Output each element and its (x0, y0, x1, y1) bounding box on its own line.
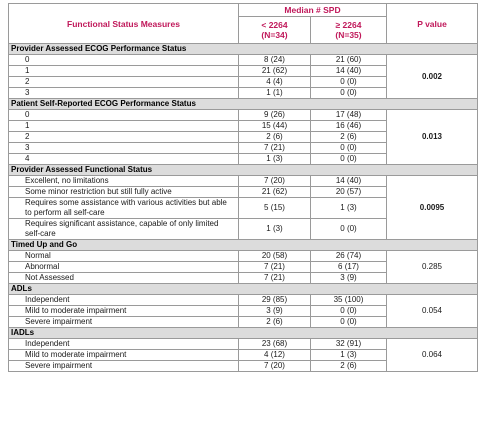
row-label: Not Assessed (9, 273, 239, 284)
low-group-value: 2 (6) (239, 317, 311, 328)
row-label: Requires some assistance with various activities but able to perform all self-care (9, 198, 239, 219)
high-group-value: 17 (48) (311, 110, 387, 121)
low-group-value: 5 (15) (239, 198, 311, 219)
section-title: Provider Assessed ECOG Performance Status (9, 44, 478, 55)
row-label: Mild to moderate impairment (9, 350, 239, 361)
high-group-value: 1 (3) (311, 198, 387, 219)
header-measures: Functional Status Measures (9, 4, 239, 44)
table-row (9, 251, 478, 262)
high-group-value: 16 (46) (311, 121, 387, 132)
low-group-value: 21 (62) (239, 66, 311, 77)
section-header-row (9, 99, 478, 110)
header-low-group (239, 17, 311, 44)
low-group-value: 8 (24) (239, 55, 311, 66)
p-value: 0.054 (387, 295, 478, 328)
section-header-row (9, 240, 478, 251)
header-low-threshold: < 2264 (261, 20, 288, 30)
high-group-value: 3 (9) (311, 273, 387, 284)
section-header-row (9, 328, 478, 339)
row-label: Independent (9, 339, 239, 350)
high-group-value: 1 (3) (311, 350, 387, 361)
section-title: IADLs (9, 328, 478, 339)
header-high-threshold: ≥ 2264 (335, 20, 362, 30)
functional-status-table (8, 3, 478, 372)
row-label: Normal (9, 251, 239, 262)
table-row (9, 176, 478, 187)
table-row (9, 110, 478, 121)
high-group-value: 20 (57) (311, 187, 387, 198)
p-value: 0.0095 (387, 176, 478, 240)
section-title: Timed Up and Go (9, 240, 478, 251)
row-label: Severe impairment (9, 317, 239, 328)
row-label: Independent (9, 295, 239, 306)
header-pvalue: P value (387, 4, 478, 44)
section-title: Patient Self-Reported ECOG Performance Status (9, 99, 478, 110)
low-group-value: 7 (21) (239, 143, 311, 154)
high-group-value: 0 (0) (311, 143, 387, 154)
section-title: ADLs (9, 284, 478, 295)
p-value: 0.285 (387, 251, 478, 284)
high-group-value: 2 (6) (311, 361, 387, 372)
high-group-value: 21 (60) (311, 55, 387, 66)
low-group-value: 7 (21) (239, 273, 311, 284)
p-value: 0.013 (387, 110, 478, 165)
low-group-value: 20 (58) (239, 251, 311, 262)
high-group-value: 0 (0) (311, 317, 387, 328)
high-group-value: 26 (74) (311, 251, 387, 262)
row-label: Abnormal (9, 262, 239, 273)
high-group-value: 0 (0) (311, 219, 387, 240)
low-group-value: 1 (3) (239, 154, 311, 165)
low-group-value: 7 (21) (239, 262, 311, 273)
row-label: 0 (9, 55, 239, 66)
header-low-n: (N=34) (261, 30, 288, 40)
header-median: Median # SPD (239, 4, 387, 17)
low-group-value: 4 (12) (239, 350, 311, 361)
high-group-value: 32 (91) (311, 339, 387, 350)
low-group-value: 1 (1) (239, 88, 311, 99)
low-group-value: 4 (4) (239, 77, 311, 88)
high-group-value: 14 (40) (311, 66, 387, 77)
p-value: 0.002 (387, 55, 478, 99)
row-label: 0 (9, 110, 239, 121)
section-header-row (9, 284, 478, 295)
header-high-group (311, 17, 387, 44)
row-label: Some minor restriction but still fully active (9, 187, 239, 198)
row-label: 2 (9, 77, 239, 88)
row-label: 4 (9, 154, 239, 165)
low-group-value: 29 (85) (239, 295, 311, 306)
row-label: 3 (9, 143, 239, 154)
header-high-n: (N=35) (335, 30, 362, 40)
table-row (9, 295, 478, 306)
row-label: Excellent, no limitations (9, 176, 239, 187)
low-group-value: 7 (20) (239, 361, 311, 372)
table-body (9, 44, 478, 372)
high-group-value: 0 (0) (311, 306, 387, 317)
row-label: 2 (9, 132, 239, 143)
section-header-row (9, 44, 478, 55)
row-label: 3 (9, 88, 239, 99)
low-group-value: 1 (3) (239, 219, 311, 240)
section-title: Provider Assessed Functional Status (9, 165, 478, 176)
row-label: Mild to moderate impairment (9, 306, 239, 317)
row-label: Severe impairment (9, 361, 239, 372)
low-group-value: 9 (26) (239, 110, 311, 121)
low-group-value: 15 (44) (239, 121, 311, 132)
row-label: 1 (9, 66, 239, 77)
table-row (9, 55, 478, 66)
high-group-value: 0 (0) (311, 88, 387, 99)
row-label: 1 (9, 121, 239, 132)
low-group-value: 2 (6) (239, 132, 311, 143)
high-group-value: 6 (17) (311, 262, 387, 273)
high-group-value: 0 (0) (311, 77, 387, 88)
low-group-value: 7 (20) (239, 176, 311, 187)
high-group-value: 0 (0) (311, 154, 387, 165)
high-group-value: 2 (6) (311, 132, 387, 143)
row-label: Requires significant assistance, capable of only limited self-care (9, 219, 239, 240)
low-group-value: 21 (62) (239, 187, 311, 198)
p-value: 0.064 (387, 339, 478, 372)
section-header-row (9, 165, 478, 176)
low-group-value: 3 (9) (239, 306, 311, 317)
high-group-value: 14 (40) (311, 176, 387, 187)
low-group-value: 23 (68) (239, 339, 311, 350)
high-group-value: 35 (100) (311, 295, 387, 306)
table-row (9, 339, 478, 350)
